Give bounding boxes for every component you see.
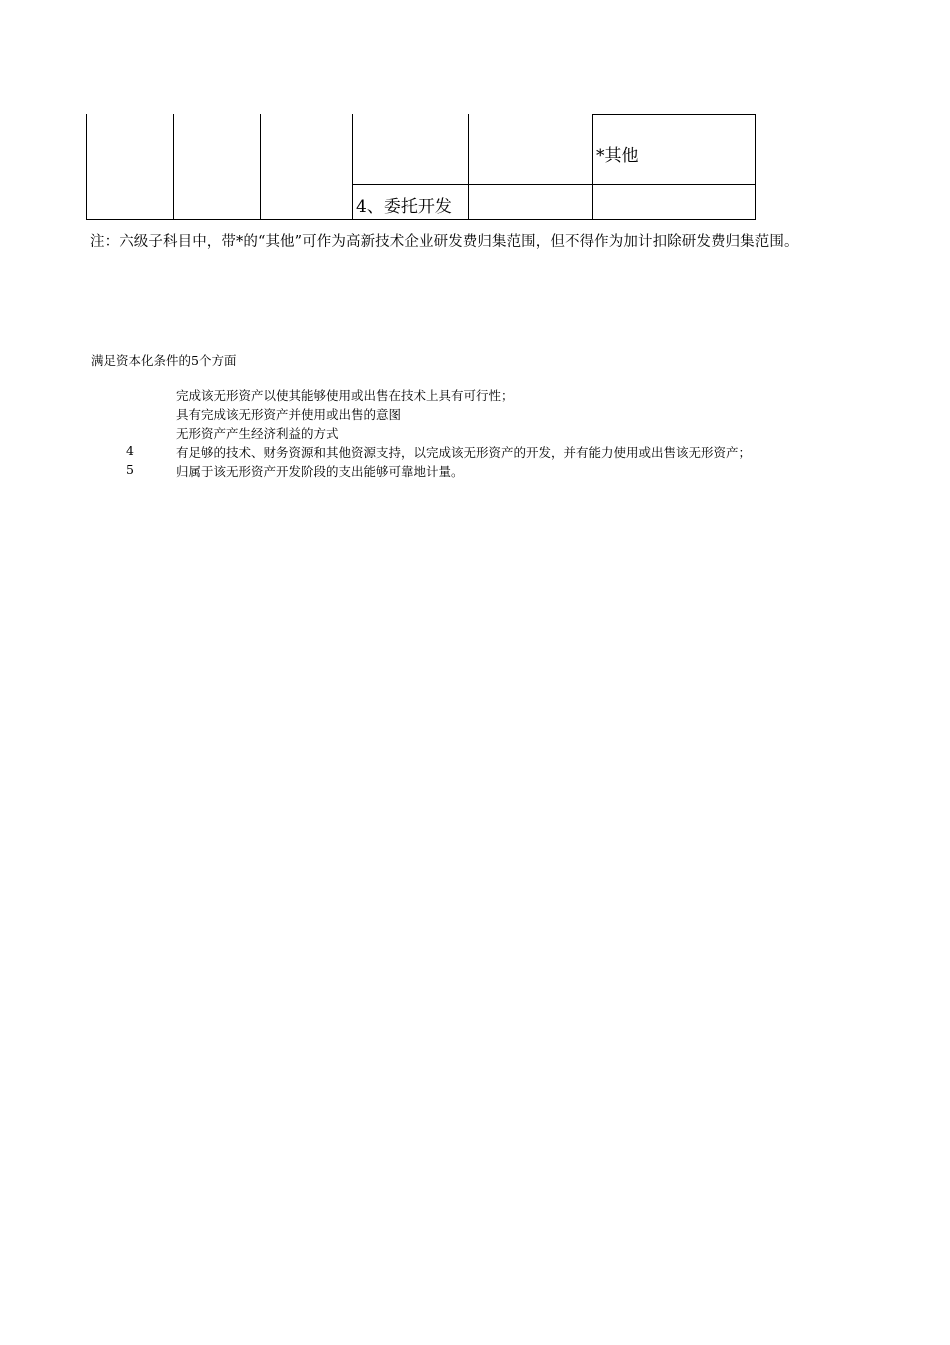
table-border xyxy=(352,114,353,220)
table-cell-other: *其他 xyxy=(596,146,639,166)
list-item xyxy=(0,462,950,481)
list-item xyxy=(0,386,950,405)
item-number: 5 xyxy=(126,462,134,477)
table-border xyxy=(592,114,756,115)
footnote: 注：六级子科目中，带*的“其他”可作为高新技术企业研发费归集范围，但不得作为加计扣除研发费归集范围。 xyxy=(90,234,799,250)
item-text: 完成该无形资产以使其能够使用或出售在技术上具有可行性； xyxy=(176,388,514,403)
table-border xyxy=(260,114,261,220)
table-border xyxy=(86,219,756,220)
item-text: 有足够的技术、财务资源和其他资源支持，以完成该无形资产的开发，并有能力使用或出售该无形资产； xyxy=(176,445,752,460)
item-text: 具有完成该无形资产并使用或出售的意图 xyxy=(176,407,402,422)
table-cell-commissioned-development: 4、委托开发 xyxy=(356,197,452,217)
list-item xyxy=(0,443,950,462)
item-text: 无形资产产生经济利益的方式 xyxy=(176,426,339,441)
table-border xyxy=(173,114,174,220)
table-border xyxy=(592,114,593,220)
table-border xyxy=(86,114,87,220)
section-title: 满足资本化条件的5个方面 xyxy=(91,353,237,368)
item-number: 4 xyxy=(126,443,134,458)
table-border xyxy=(352,184,756,185)
table-border xyxy=(755,114,756,220)
expense-table-fragment xyxy=(86,114,756,220)
item-text: 归属于该无形资产开发阶段的支出能够可靠地计量。 xyxy=(176,464,464,479)
list-item xyxy=(0,405,950,424)
list-item xyxy=(0,424,950,443)
table-border xyxy=(468,114,469,220)
